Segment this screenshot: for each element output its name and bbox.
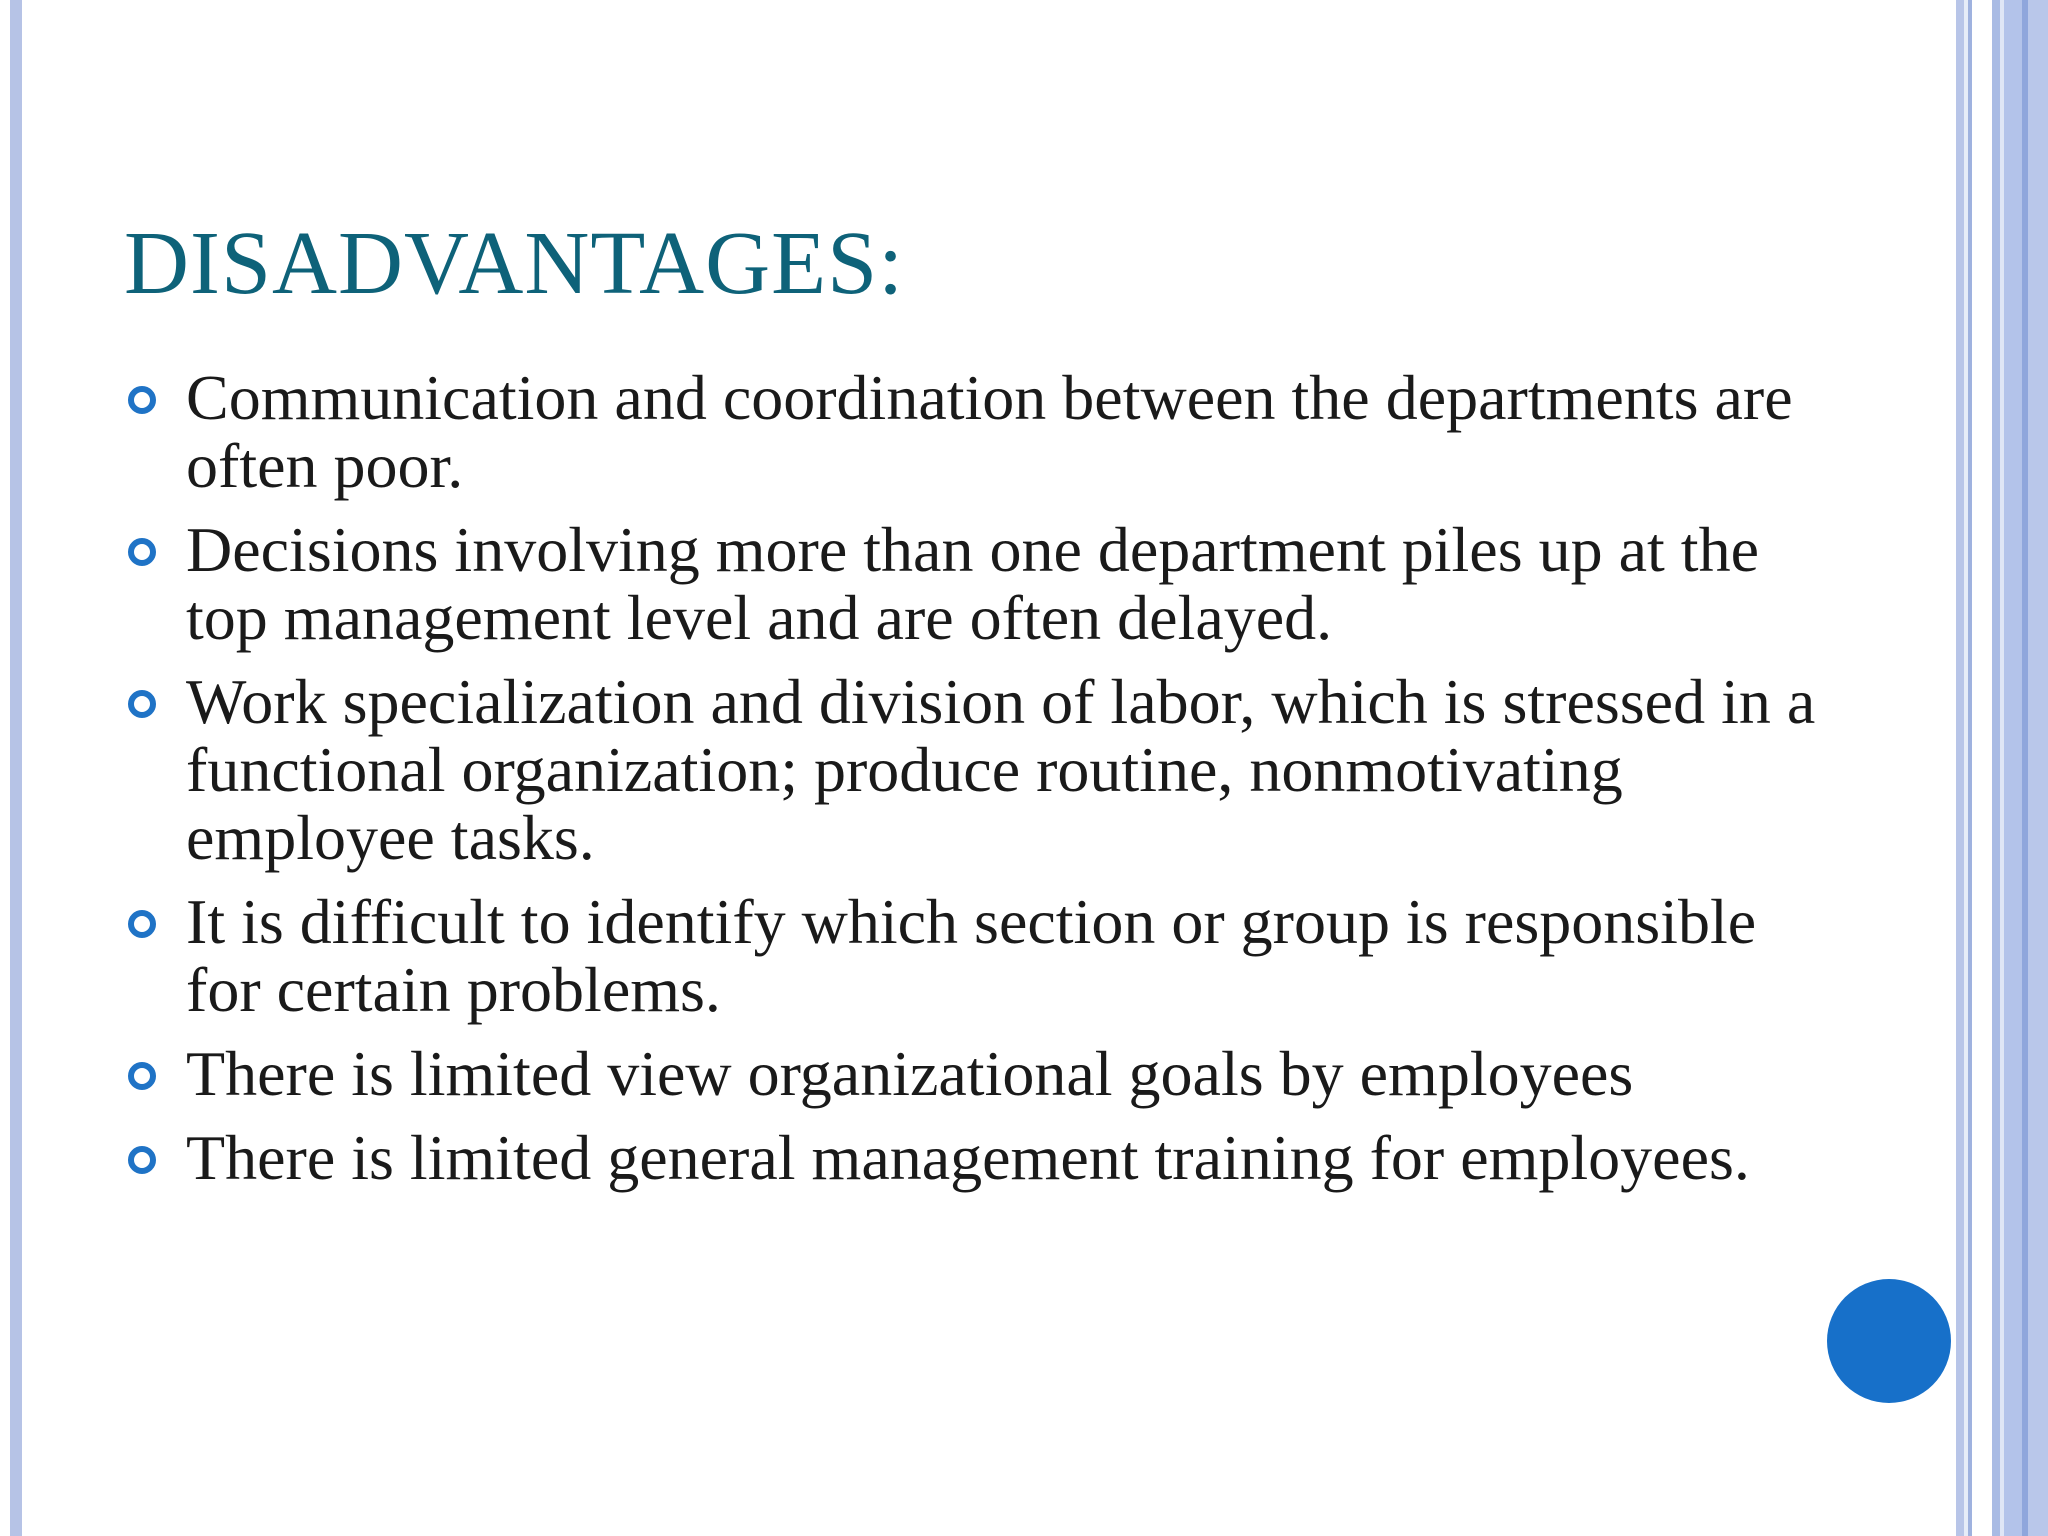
stripe [2004,0,2022,1536]
bullet-text: It is difficult to identify which section or group is responsible for certain problems. [186,886,1757,1025]
ring-bullet-icon [128,538,156,566]
ring-bullet-icon [128,910,156,938]
bullet-text: There is limited view organizational goals by employees [186,1038,1634,1109]
bullet-text: There is limited general management training for employees. [186,1122,1750,1193]
bullet-item [124,1124,1824,1192]
left-border-bar [10,0,22,1536]
slide-title: DISADVANTAGES: [124,214,905,313]
bullet-text: Communication and coordination between the departments are often poor. [186,362,1793,501]
bullet-item [124,364,1824,500]
bullet-item [124,888,1824,1024]
ring-bullet-icon [128,386,156,414]
stripe [1972,0,1992,1536]
bullet-item [124,516,1824,652]
stripe [1992,0,2000,1536]
ring-bullet-icon [128,1062,156,1090]
bullet-item [124,668,1824,872]
ring-bullet-icon [128,1146,156,1174]
stripe [2028,0,2048,1536]
bullet-text: Decisions involving more than one department piles up at the top management level and are often delayed. [186,514,1759,653]
bullet-list [124,364,1824,1208]
decorative-circle [1827,1279,1951,1403]
bullet-text: Work specialization and division of labor, which is stressed in a functional organization; produce routine, nonmotivating employee tasks. [186,666,1816,873]
ring-bullet-icon [128,690,156,718]
right-border-stripes [1956,0,2048,1536]
stripe [1956,0,1964,1536]
bullet-item [124,1040,1824,1108]
